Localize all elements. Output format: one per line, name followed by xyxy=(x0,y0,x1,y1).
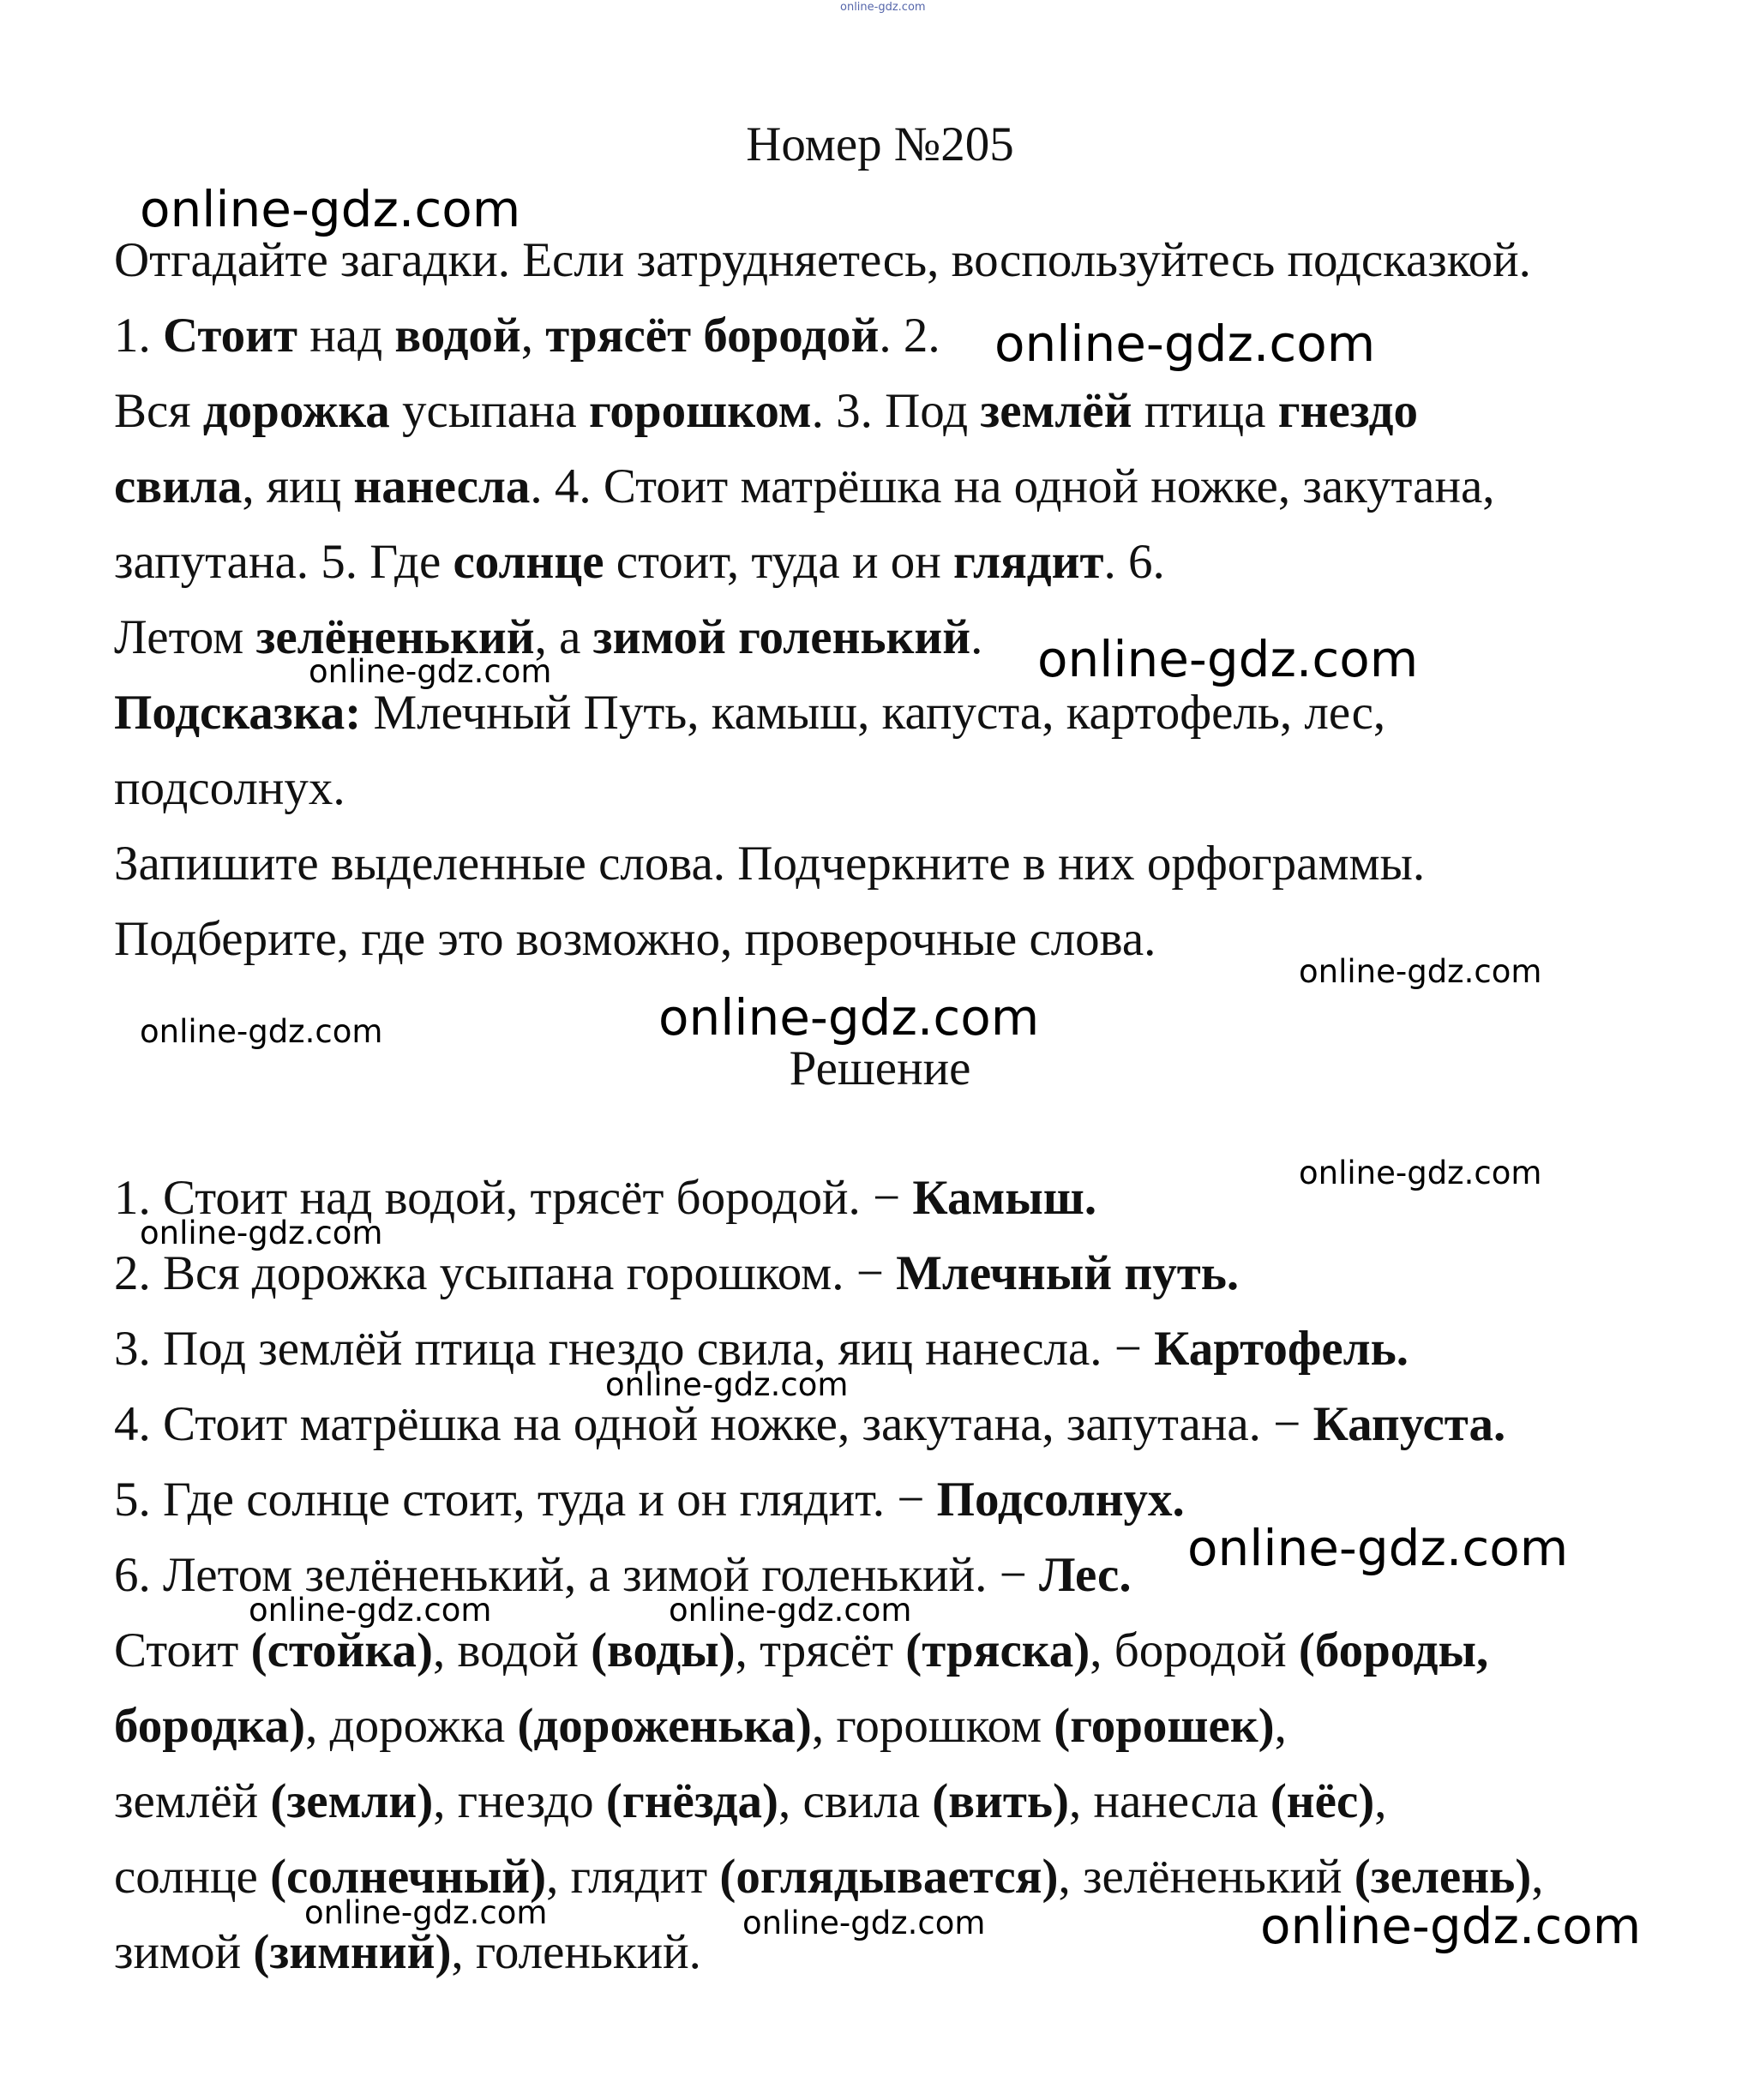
solution-title: Решение xyxy=(789,1041,971,1095)
text-run: запутана. 5. Где xyxy=(114,535,454,589)
bold-text-run: зимой голенький xyxy=(592,610,971,664)
watermark: online-gdz.com xyxy=(309,653,552,690)
text-run: солнце xyxy=(114,1850,271,1904)
bold-text-run: водой xyxy=(394,309,521,363)
answer-question: 2. Вся дорожка усыпана горошком. − xyxy=(114,1246,897,1300)
watermark: online-gdz.com xyxy=(669,1592,912,1629)
watermark: online-gdz.com xyxy=(140,180,521,238)
text-run: , дорожка xyxy=(305,1699,518,1753)
bold-text-run: свила xyxy=(114,459,243,513)
text-run: , горошком xyxy=(811,1699,1054,1753)
text-run: . 6. xyxy=(1103,535,1165,589)
bold-text-run: (дороженька) xyxy=(517,1699,812,1753)
answer-line xyxy=(114,1473,1185,1527)
answer-value: Камыш. xyxy=(912,1171,1097,1225)
bold-text-run: гнездо xyxy=(1277,384,1418,438)
riddles-line xyxy=(114,309,940,363)
watermark: online-gdz.com xyxy=(1187,1519,1569,1577)
bold-text-run: горошком xyxy=(588,384,812,438)
answer-value: Картофель. xyxy=(1154,1322,1409,1376)
watermark: online-gdz.com xyxy=(1260,1897,1642,1955)
answer-value: Подсолнух. xyxy=(936,1473,1185,1527)
text-run: Вся xyxy=(114,384,203,438)
bold-text-run: дорожка xyxy=(202,384,390,438)
bold-text-run: (зимний) xyxy=(253,1925,452,1979)
bold-text-run: бородка) xyxy=(114,1699,306,1753)
text-run: , xyxy=(520,309,546,363)
bold-text-run: (оглядывается) xyxy=(719,1850,1059,1904)
text-run: Летом xyxy=(114,610,256,664)
bold-text-run: (бороды, xyxy=(1298,1623,1489,1677)
text-run: . 4. Стоит матрёшка на одной ножке, закутана, xyxy=(530,459,1495,513)
answer-line xyxy=(114,1397,1506,1451)
text-run: . 2. xyxy=(879,309,940,363)
watermark: online-gdz.com xyxy=(140,1215,383,1251)
text-run: , xyxy=(1374,1774,1387,1828)
text-run: стоит, туда и он xyxy=(604,535,953,589)
bold-text-run: солнце xyxy=(453,535,604,589)
answer-question: 3. Под землёй птица гнездо свила, яиц нанесла. − xyxy=(114,1322,1155,1376)
text-run: . 3. Под xyxy=(811,384,981,438)
bold-text-run: (стойка) xyxy=(250,1623,433,1677)
answer-value: Млечный путь. xyxy=(896,1246,1240,1300)
bold-text-run: землёй xyxy=(980,384,1132,438)
text-run: землёй xyxy=(114,1774,271,1828)
watermark: online-gdz.com xyxy=(1299,1155,1542,1191)
bold-text-run: трясёт бородой xyxy=(545,309,880,363)
bold-text-run: (тряска) xyxy=(905,1623,1090,1677)
task-intro: Отгадайте загадки. Если затрудняетесь, воспользуйтесь подсказкой. xyxy=(114,233,1531,287)
text-run: , водой xyxy=(432,1623,592,1677)
answer-question: 5. Где солнце стоит, туда и он глядит. − xyxy=(114,1473,937,1527)
bold-text-run: (горошек) xyxy=(1054,1699,1275,1753)
bold-text-run: (нёс) xyxy=(1270,1774,1375,1828)
hint-text: Млечный Путь, камыш, капуста, картофель, лес, xyxy=(361,686,1386,740)
text-run: , свила xyxy=(778,1774,933,1828)
riddles-line xyxy=(114,535,1165,589)
text-run: , xyxy=(1531,1850,1544,1904)
watermark: online-gdz.com xyxy=(742,1905,986,1941)
bold-text-run: (солнечный) xyxy=(270,1850,547,1904)
text-run: зимой xyxy=(114,1925,254,1979)
text-run: усыпана xyxy=(389,384,589,438)
top-watermark: online-gdz.com xyxy=(840,1,926,14)
bold-text-run: нанесла xyxy=(353,459,531,513)
text-run: , голенький. xyxy=(451,1925,701,1979)
watermark: online-gdz.com xyxy=(605,1366,849,1403)
text-run: , бородой xyxy=(1090,1623,1299,1677)
bold-text-run: (гнёзда) xyxy=(605,1774,779,1828)
page-title: Номер №205 xyxy=(746,117,1014,171)
watermark: online-gdz.com xyxy=(1037,630,1419,688)
riddles-line xyxy=(114,384,1418,438)
text-run: , а xyxy=(534,610,593,664)
check-words-line xyxy=(114,1925,701,1979)
watermark: online-gdz.com xyxy=(140,1013,383,1050)
text-run: , нанесла xyxy=(1069,1774,1270,1828)
bold-text-run: зелёненький xyxy=(255,610,535,664)
bold-text-run: Стоит xyxy=(163,309,298,363)
text-run: . xyxy=(970,610,983,664)
bold-text-run: глядит xyxy=(952,535,1104,589)
text-run: над xyxy=(297,309,395,363)
riddles-line xyxy=(114,459,1495,513)
bold-text-run: (земли) xyxy=(270,1774,434,1828)
text-run: Стоит xyxy=(114,1623,251,1677)
text-run: , глядит xyxy=(546,1850,720,1904)
text-run: , xyxy=(1274,1699,1287,1753)
answer-value: Лес. xyxy=(1038,1548,1132,1602)
watermark: online-gdz.com xyxy=(249,1592,492,1629)
text-run: птица xyxy=(1132,384,1278,438)
check-words-line xyxy=(114,1699,1287,1753)
hint-label: Подсказка: xyxy=(114,686,362,740)
check-words-line xyxy=(114,1774,1387,1828)
bold-text-run: (воды) xyxy=(591,1623,736,1677)
watermark: online-gdz.com xyxy=(304,1894,548,1931)
watermark: online-gdz.com xyxy=(658,988,1040,1047)
bold-text-run: (вить) xyxy=(932,1774,1069,1828)
answer-value: Капуста. xyxy=(1312,1397,1506,1451)
text-run: , трясёт xyxy=(735,1623,906,1677)
watermark: online-gdz.com xyxy=(994,315,1376,373)
answer-question: 6. Летом зелёненький, а зимой голенький. − xyxy=(114,1548,1039,1602)
text-run: , яиц xyxy=(242,459,354,513)
instruction-line: Подберите, где это возможно, проверочные слова. xyxy=(114,912,1156,966)
hint-text-continued: подсолнух. xyxy=(114,761,345,815)
text-run: , гнездо xyxy=(433,1774,606,1828)
bold-text-run: (зелень) xyxy=(1354,1850,1532,1904)
answer-question: 4. Стоит матрёшка на одной ножке, закутана, запутана. − xyxy=(114,1397,1313,1451)
check-words-line xyxy=(114,1623,1489,1677)
hint-line xyxy=(114,686,1386,740)
text-run: , зелёненький xyxy=(1058,1850,1355,1904)
watermark: online-gdz.com xyxy=(1299,953,1542,990)
instruction-line: Запишите выделенные слова. Подчеркните в них орфограммы. xyxy=(114,837,1426,891)
text-run: 1. xyxy=(114,309,163,363)
answer-question: 1. Стоит над водой, трясёт бородой. − xyxy=(114,1171,913,1225)
answer-line xyxy=(114,1246,1240,1300)
